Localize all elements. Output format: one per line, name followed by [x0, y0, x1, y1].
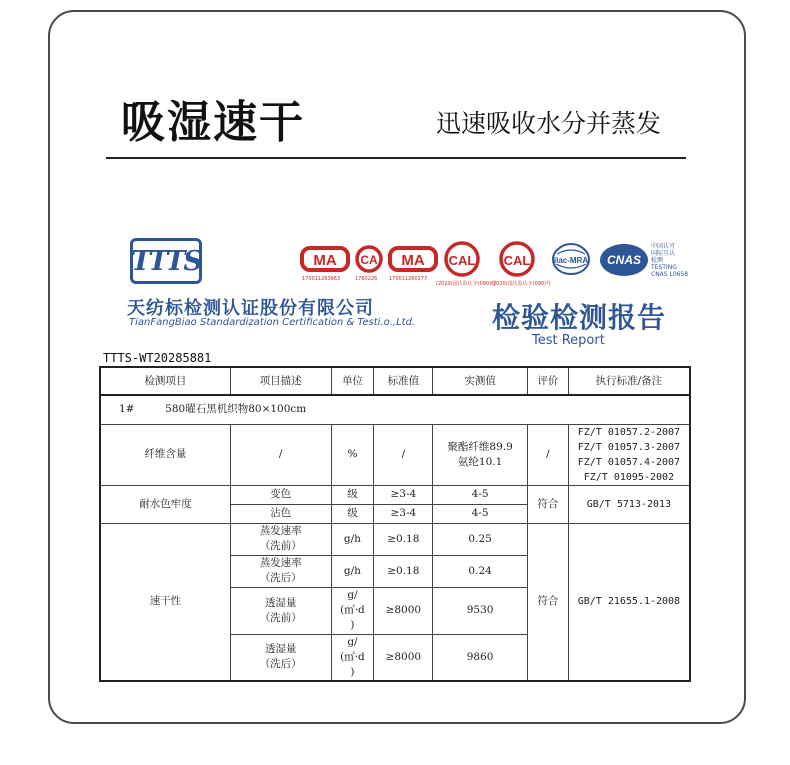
ma-seal-2-text: MA — [401, 252, 425, 269]
cnas-label-2: 国际互认 — [651, 250, 676, 257]
cal-seal-text: CAL — [448, 253, 476, 268]
column-header: 实测值 — [433, 367, 528, 395]
quickdry-std: ≥8000 — [374, 587, 433, 634]
quickdry-desc-line: （洗后） — [259, 658, 302, 671]
quickdry-desc — [230, 523, 331, 555]
quickdry-std: ≥8000 — [374, 634, 433, 681]
report-number: TTTS-WT20285881 — [103, 351, 212, 365]
water-eval: 符合 — [527, 485, 568, 523]
sample-cell — [100, 395, 690, 424]
fiber-standard: FZ/T 01057.3-2007 — [577, 441, 681, 453]
cal-2-number: (2020)国认监认字(090)号 — [491, 281, 552, 287]
ilac-mra-icon — [551, 242, 591, 276]
quickdry-standard: GB/T 21655.1-2008 — [568, 523, 690, 681]
fiber-measured-spandex: 氨纶10.1 — [457, 455, 503, 468]
water-row-1 — [100, 485, 690, 504]
water-desc: 沾色 — [230, 504, 331, 523]
quickdry-value: 9530 — [433, 587, 528, 634]
ma-seal-2-icon — [388, 244, 438, 274]
fiber-std: / — [374, 424, 433, 485]
fiber-row — [100, 424, 690, 485]
quickdry-unit-line: (㎡·d — [340, 650, 365, 663]
quickdry-unit: g/h — [331, 555, 374, 587]
quickdry-item: 速干性 — [100, 523, 230, 681]
quickdry-row-1 — [100, 523, 690, 555]
quickdry-unit-line: g/ — [347, 635, 358, 648]
quickdry-desc — [230, 555, 331, 587]
quickdry-desc — [230, 587, 331, 634]
cal-seal-2-text: CAL — [503, 253, 531, 268]
cal-number: (2020)国认监认字(090)号 — [436, 281, 497, 287]
water-std: ≥3-4 — [374, 485, 433, 504]
quickdry-value: 9860 — [433, 634, 528, 681]
water-std: ≥3-4 — [374, 504, 433, 523]
cnas-label-5: CNAS L0658 — [651, 271, 689, 278]
water-desc: 变色 — [230, 485, 331, 504]
divider — [106, 157, 686, 159]
quickdry-unit-line: (㎡·d — [340, 604, 365, 616]
quickdry-eval: 符合 — [527, 523, 568, 681]
column-header: 标准值 — [374, 367, 433, 395]
quickdry-unit-line: g/ — [347, 589, 358, 601]
water-value: 4-5 — [433, 504, 528, 523]
ma-number: 170011263663 — [302, 276, 341, 282]
quickdry-unit — [331, 587, 374, 634]
column-header: 单位 — [331, 367, 374, 395]
ca-number: 1760226 — [355, 276, 378, 282]
water-unit: 级 — [331, 485, 374, 504]
quickdry-std: ≥0.18 — [374, 523, 433, 555]
company-name-cn: 天纺标检测认证股份有限公司 — [127, 298, 374, 319]
quickdry-desc-line: 蒸发速率 — [259, 557, 302, 569]
quickdry-desc-line: （洗前） — [259, 611, 302, 624]
ca-seal-icon — [354, 244, 384, 274]
fiber-desc: / — [230, 424, 331, 485]
water-item: 耐水色牢度 — [100, 485, 230, 523]
sample-description: 580曜石黑机织物80×100cm — [165, 403, 307, 416]
sample-row — [100, 395, 690, 424]
quickdry-desc — [230, 634, 331, 681]
water-value: 4-5 — [433, 485, 528, 504]
water-unit: 级 — [331, 504, 374, 523]
fiber-standard: FZ/T 01095-2002 — [583, 471, 675, 483]
fiber-standard: FZ/T 01057.2-2007 — [577, 426, 681, 438]
cnas-logo-text: CNAS — [606, 253, 642, 267]
quickdry-value: 0.25 — [433, 523, 528, 555]
quickdry-unit-line: ) — [350, 619, 355, 631]
column-header: 项目描述 — [230, 367, 331, 395]
sample-number: 1# — [119, 403, 135, 416]
cal-seal-icon — [443, 240, 481, 278]
cal-seal-2-icon — [498, 240, 536, 278]
fiber-measured-polyester: 聚酯纤维89.9 — [447, 440, 513, 453]
quickdry-desc-line: 蒸发速率 — [259, 525, 302, 537]
fiber-standards — [568, 424, 690, 485]
column-header: 检测项目 — [100, 367, 230, 395]
page-title: 吸湿速干 — [121, 97, 305, 148]
report-title-en: Test Report — [532, 333, 605, 348]
quickdry-desc-line: （洗后） — [259, 572, 302, 584]
cnas-label-1: 中国认可 — [651, 243, 676, 250]
cnas-logo-icon — [598, 242, 650, 278]
water-standard: GB/T 5713-2013 — [568, 485, 690, 523]
ma-2-number: 170011260277 — [389, 276, 428, 282]
quickdry-unit-line: ) — [350, 665, 355, 678]
fiber-eval: / — [527, 424, 568, 485]
report-title-cn: 检验检测报告 — [492, 301, 667, 334]
column-header: 执行标准/备注 — [568, 367, 690, 395]
company-name-en: TianFangBiao Standardization Certification & Testi.o.,Ltd. — [129, 317, 416, 328]
quickdry-unit — [331, 634, 374, 681]
ttts-logo — [130, 238, 202, 284]
fiber-unit: % — [331, 424, 374, 485]
ma-seal-icon — [300, 244, 350, 274]
fiber-item: 纤维含量 — [100, 424, 230, 485]
quickdry-std: ≥0.18 — [374, 555, 433, 587]
table-header-row — [100, 367, 690, 395]
ilac-mra-text: ilac-MRA — [553, 256, 589, 265]
ca-seal-text: CA — [360, 253, 378, 267]
quickdry-desc-line: （洗前） — [259, 540, 302, 552]
ma-seal-text: MA — [313, 252, 337, 269]
quickdry-unit: g/h — [331, 523, 374, 555]
fiber-measured — [433, 424, 528, 485]
quickdry-desc-line: 透湿量 — [264, 643, 297, 656]
cnas-label-3: 检测 — [651, 257, 664, 264]
ttts-logo-text: TTTS — [131, 245, 201, 277]
quickdry-desc-line: 透湿量 — [264, 596, 297, 609]
column-header: 评价 — [527, 367, 568, 395]
quickdry-value: 0.24 — [433, 555, 528, 587]
cnas-label-4: TESTING — [651, 264, 677, 271]
test-results-table — [99, 366, 691, 682]
fiber-standard: FZ/T 01057.4-2007 — [577, 456, 681, 468]
page-subtitle: 迅速吸收水分并蒸发 — [436, 109, 662, 138]
